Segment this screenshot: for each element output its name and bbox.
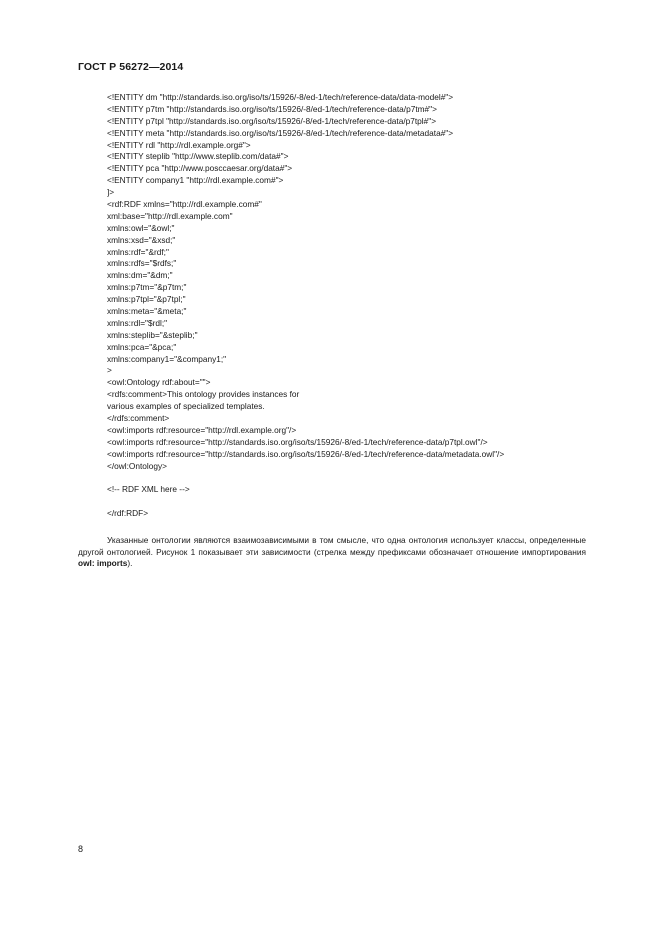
code-line: xmlns:company1="&company1;" bbox=[107, 353, 227, 364]
code-line: xmlns:pca="&pca;" bbox=[107, 341, 177, 352]
code-line: <!ENTITY rdl "http://rdl.example.org#"> bbox=[107, 139, 251, 150]
code-line: <owl:imports rdf:resource="http://standards.iso.org/iso/ts/15926/-8/ed-1/tech/reference-data/metadata.owl"/> bbox=[107, 448, 505, 459]
code-line: xmlns:meta="&meta;" bbox=[107, 306, 187, 317]
code-line: ]> bbox=[107, 187, 115, 198]
code-line: xmlns:dm="&dm;" bbox=[107, 270, 173, 281]
code-line: xmlns:p7tm="&p7tm;" bbox=[107, 282, 187, 293]
code-line: <!ENTITY dm "http://standards.iso.org/iso/ts/15926/-8/ed-1/tech/reference-data/data-model#"> bbox=[107, 92, 454, 102]
code-line: > bbox=[107, 365, 112, 376]
code-line: <!ENTITY pca "http://www.posccaesar.org/data#"> bbox=[107, 163, 293, 174]
code-line: <!ENTITY p7tpl "http://standards.iso.org/iso/ts/15926/-8/ed-1/tech/reference-data/p7tpl#"> bbox=[107, 115, 437, 126]
code-line: <owl:imports rdf:resource="http://standards.iso.org/iso/ts/15926/-8/ed-1/tech/reference-data/p7tpl.owl"/> bbox=[107, 436, 488, 447]
code-spacer bbox=[107, 473, 607, 485]
paragraph-text-before: Указанные онтологии являются взаимозависимыми в том смысле, что одна онтология использует классы, определенные другой онтологией. Рисунок 1 показывает эти зависимости (стрелка между префиксами обозначает отношение импортирования bbox=[78, 535, 586, 557]
paragraph-text-after: ). bbox=[127, 558, 133, 569]
code-line: xmlns:steplib="&steplib;" bbox=[107, 329, 198, 340]
code-line: <rdfs:comment>This ontology provides instances for bbox=[107, 389, 300, 400]
body-paragraph bbox=[78, 535, 586, 570]
code-line: <owl:Ontology rdf:about=""> bbox=[107, 377, 211, 388]
code-line: xml:base="http://rdl.example.com" bbox=[107, 210, 233, 221]
code-closing-line: </rdf:RDF> bbox=[107, 508, 149, 519]
code-line: xmlns:xsd="&xsd;" bbox=[107, 234, 176, 245]
code-line: <!ENTITY meta "http://standards.iso.org/iso/ts/15926/-8/ed-1/tech/reference-data/metadata#"> bbox=[107, 127, 454, 138]
code-line: <owl:imports rdf:resource="http://rdl.example.org"/> bbox=[107, 424, 297, 435]
code-line: xmlns:rdfs="$rdfs;" bbox=[107, 258, 177, 269]
code-comment-line: <!-- RDF XML here --> bbox=[107, 484, 190, 495]
code-line: various examples of specialized templates. bbox=[107, 401, 265, 412]
code-line: </rdfs:comment> bbox=[107, 413, 170, 424]
paragraph-bold-term: owl: imports bbox=[78, 558, 128, 569]
code-line: xmlns:rdl="$rdl;" bbox=[107, 317, 168, 328]
code-line: <!ENTITY p7tm "http://standards.iso.org/iso/ts/15926/-8/ed-1/tech/reference-data/p7tm#"> bbox=[107, 103, 437, 114]
page-number: 8 bbox=[78, 844, 84, 854]
code-line: <!ENTITY company1 "http://rdl.example.com#"> bbox=[107, 175, 284, 186]
code-spacer bbox=[107, 496, 607, 508]
code-line: xmlns:owl="&owl;" bbox=[107, 222, 175, 233]
code-line: <!ENTITY steplib "http://www.steplib.com/data#"> bbox=[107, 151, 289, 162]
code-line: xmlns:rdf="&rdf;" bbox=[107, 246, 169, 257]
code-line: xmlns:p7tpl="&p7tpl;" bbox=[107, 294, 186, 305]
document-header-title: ГОСТ Р 56272—2014 bbox=[78, 61, 184, 73]
rdf-xml-code-listing bbox=[107, 92, 607, 520]
code-lines-top bbox=[107, 92, 607, 473]
code-line: <rdf:RDF xmlns="http://rdl.example.com#" bbox=[107, 199, 262, 210]
code-line: </owl:Ontology> bbox=[107, 460, 167, 471]
